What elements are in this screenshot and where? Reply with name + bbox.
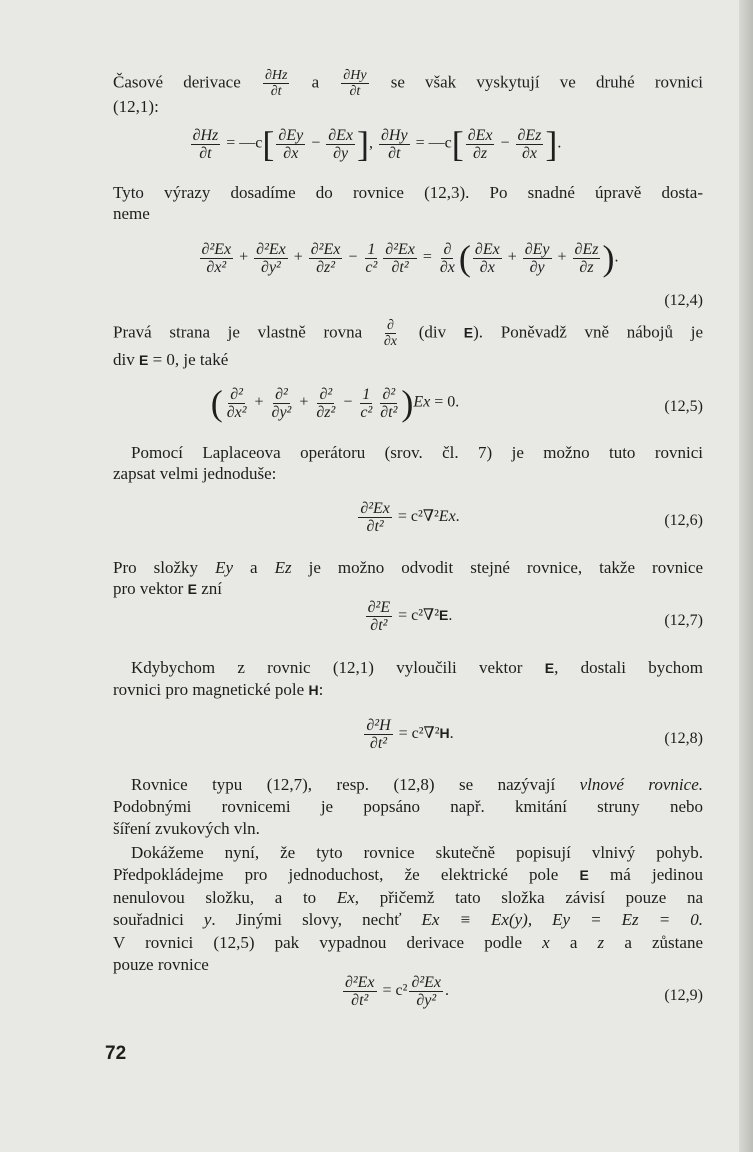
fraction-denominator: c² bbox=[360, 403, 373, 421]
text-run: rovnici pro magnetické pole bbox=[113, 680, 309, 699]
text-run: Dokážeme nyní, že tyto rovnice skutečně popisují vlnivý pohyb. bbox=[131, 843, 703, 862]
fraction-numerator: ∂Ez bbox=[574, 240, 599, 258]
text-run: . bbox=[557, 134, 562, 152]
math-symbol: Ex bbox=[438, 508, 456, 526]
text-run: pouze rovnice bbox=[113, 955, 209, 974]
page-number: 72 bbox=[105, 1043, 127, 1064]
fraction-numerator: 1 bbox=[362, 385, 371, 403]
fraction-numerator: ∂Hz bbox=[192, 126, 219, 144]
fraction-denominator: ∂y² bbox=[416, 992, 437, 1009]
fraction-denominator: ∂t bbox=[349, 84, 361, 99]
fraction bbox=[438, 241, 457, 276]
text-run: + bbox=[289, 248, 307, 266]
fraction bbox=[263, 68, 289, 99]
text-run: , přičemž tato složka závisí pouze na bbox=[354, 888, 703, 907]
fraction-denominator: ∂x bbox=[521, 144, 537, 162]
vector-symbol: E bbox=[138, 352, 149, 368]
fraction bbox=[573, 241, 601, 276]
vector-symbol: H bbox=[308, 682, 319, 698]
equation bbox=[113, 599, 703, 634]
vector-symbol: E bbox=[187, 581, 197, 597]
text-run: − bbox=[344, 248, 362, 266]
vector-symbol: E bbox=[544, 660, 555, 676]
text-line bbox=[113, 579, 703, 599]
fraction bbox=[358, 386, 374, 421]
fraction bbox=[276, 127, 305, 162]
fraction-numerator: ∂ bbox=[443, 240, 452, 258]
math-symbol: z bbox=[597, 933, 605, 952]
fraction-numerator: ∂²Ex bbox=[256, 240, 286, 258]
fraction bbox=[358, 500, 392, 535]
text-line bbox=[131, 658, 703, 678]
equation bbox=[113, 500, 703, 535]
fraction-denominator: ∂t bbox=[388, 144, 401, 162]
bracket: [ bbox=[451, 124, 464, 164]
text-run: ). Poněvadž vně nábojů je bbox=[473, 322, 703, 342]
text-run: a bbox=[233, 558, 275, 577]
text-run: Podobnými rovnicemi je popsáno např. kmitání struny nebo bbox=[113, 797, 703, 816]
text-run: Časové derivace bbox=[113, 72, 261, 92]
fraction-denominator: ∂y² bbox=[271, 403, 292, 421]
text-run: souřadnici bbox=[113, 910, 204, 929]
text-run: − bbox=[496, 134, 514, 152]
equation bbox=[100, 974, 690, 1009]
text-run: + bbox=[235, 248, 253, 266]
text-run: Kdybychom z rovnic (12,1) vyloučili vektor bbox=[131, 658, 545, 677]
fraction bbox=[379, 127, 410, 162]
fraction-denominator: c² bbox=[365, 258, 378, 276]
equation-number: (12,7) bbox=[664, 612, 703, 629]
text-line bbox=[113, 183, 703, 203]
fraction-numerator: ∂² bbox=[382, 385, 396, 403]
text-line bbox=[131, 443, 703, 463]
text-run: a bbox=[549, 933, 598, 952]
text-run: Předpokládejme pro jednoduchost, že elektrické pole bbox=[113, 865, 580, 884]
bracket: ] bbox=[545, 124, 558, 164]
text-run: = —c bbox=[222, 134, 263, 152]
text-run: Pomocí Laplaceova operátoru (srov. čl. 7) je možno tuto rovnici bbox=[131, 443, 703, 462]
fraction-numerator: ∂Ez bbox=[517, 126, 542, 144]
fraction-numerator: ∂Ex bbox=[328, 126, 353, 144]
equation-number: (12,8) bbox=[664, 730, 703, 747]
text-run: zapsat velmi jednoduše: bbox=[113, 464, 277, 483]
fraction-numerator: ∂² bbox=[275, 385, 288, 403]
fraction bbox=[191, 127, 221, 162]
equation bbox=[80, 126, 670, 162]
equation bbox=[40, 385, 630, 421]
fraction bbox=[341, 68, 368, 99]
math-symbol: x bbox=[542, 933, 550, 952]
fraction-numerator: ∂² bbox=[319, 385, 333, 403]
fraction-numerator: ∂Hy bbox=[381, 126, 408, 144]
fraction bbox=[466, 127, 495, 162]
fraction-denominator: ∂z² bbox=[316, 403, 336, 421]
math-symbol: y bbox=[203, 910, 212, 929]
fraction-denominator: ∂t bbox=[199, 144, 212, 162]
fraction-numerator: ∂²H bbox=[366, 717, 391, 734]
text-line bbox=[131, 775, 703, 795]
fraction bbox=[363, 241, 379, 276]
bracket: ) bbox=[401, 383, 414, 423]
fraction-denominator: ∂t² bbox=[369, 735, 388, 752]
equation-number: (12,9) bbox=[664, 987, 703, 1004]
text-line bbox=[113, 350, 703, 370]
fraction bbox=[378, 386, 399, 421]
fraction-denominator: ∂t bbox=[270, 84, 282, 99]
fraction bbox=[516, 127, 544, 162]
text-run: = 0, je také bbox=[148, 350, 229, 369]
math-symbol: Ez bbox=[274, 558, 292, 577]
fraction bbox=[326, 127, 355, 162]
text-run: (12,1): bbox=[113, 97, 159, 116]
text-line bbox=[113, 318, 703, 349]
text-run: + bbox=[295, 393, 313, 411]
text-run: . bbox=[448, 607, 453, 625]
text-run: + bbox=[553, 248, 571, 266]
math-symbol: Ex ≡ Ex(y), Ey = Ez = 0. bbox=[421, 910, 703, 929]
fraction-denominator: ∂z bbox=[473, 144, 488, 162]
fraction bbox=[270, 386, 294, 421]
text-line bbox=[113, 865, 703, 885]
vector-symbol: E bbox=[579, 867, 589, 883]
bracket: ( bbox=[210, 383, 223, 423]
equation bbox=[113, 717, 703, 752]
fraction bbox=[409, 974, 443, 1009]
text-run: , dostali bychom bbox=[554, 658, 703, 677]
bracket: [ bbox=[262, 124, 275, 164]
text-run: Rovnice typu (12,7), resp. (12,8) se nazývají bbox=[131, 775, 580, 794]
text-run: má jedinou bbox=[588, 865, 703, 884]
fraction bbox=[343, 974, 377, 1009]
fraction-denominator: ∂x bbox=[283, 144, 299, 162]
text-run: − bbox=[339, 393, 357, 411]
math-symbol: Ey bbox=[215, 558, 233, 577]
text-run: = —c bbox=[411, 134, 452, 152]
text-run: + bbox=[250, 393, 268, 411]
fraction-denominator: ∂t² bbox=[370, 617, 388, 634]
bracket: ( bbox=[458, 238, 471, 278]
vector-symbol: H bbox=[439, 725, 450, 742]
fraction-denominator: ∂y bbox=[333, 144, 349, 162]
fraction-denominator: ∂y bbox=[529, 258, 545, 276]
text-run: V rovnici (12,5) pak vypadnou derivace podle bbox=[113, 933, 543, 952]
fraction-numerator: ∂²Ex bbox=[411, 974, 442, 991]
fraction bbox=[200, 241, 234, 276]
fraction-numerator: ∂²Ex bbox=[310, 240, 341, 258]
equation bbox=[113, 240, 703, 276]
fraction-denominator: ∂x bbox=[383, 334, 398, 349]
fraction-numerator: ∂Ex bbox=[474, 240, 500, 258]
text-line bbox=[113, 204, 703, 224]
fraction-numerator: ∂² bbox=[230, 385, 243, 403]
fraction bbox=[383, 241, 417, 276]
equation-number: (12,4) bbox=[664, 292, 703, 309]
text-line bbox=[113, 68, 703, 99]
fraction bbox=[382, 318, 399, 349]
text-line bbox=[131, 843, 703, 863]
text-line bbox=[113, 797, 703, 817]
bracket: ] bbox=[357, 124, 369, 164]
fraction-numerator: ∂²Ex bbox=[385, 240, 415, 258]
text-run: a zůstane bbox=[604, 933, 703, 952]
text-run: = c²∇² bbox=[394, 607, 440, 625]
fraction-numerator: ∂²Ex bbox=[344, 974, 375, 991]
text-run: . bbox=[614, 248, 619, 266]
page-edge-shadow bbox=[739, 0, 753, 1152]
fraction-numerator: ∂ bbox=[387, 318, 394, 333]
fraction-denominator: ∂x² bbox=[206, 258, 227, 276]
text-run: pro vektor bbox=[113, 579, 188, 598]
fraction-numerator: ∂Ey bbox=[524, 240, 550, 258]
text-run: zní bbox=[196, 579, 222, 598]
text-run: šíření zvukových vln. bbox=[113, 819, 260, 838]
text-line bbox=[113, 680, 703, 700]
text-run: = bbox=[418, 248, 436, 266]
fraction-numerator: ∂Hy bbox=[343, 68, 367, 83]
text-run: Pravá strana je vlastně rovna bbox=[113, 322, 380, 342]
text-run: = 0. bbox=[430, 393, 460, 411]
fraction-denominator: ∂x bbox=[479, 258, 495, 276]
text-run: . Jinými slovy, nechť bbox=[211, 910, 422, 929]
text-run: + bbox=[503, 248, 521, 266]
fraction-denominator: ∂x² bbox=[226, 403, 247, 421]
math-symbol: Ex bbox=[413, 393, 431, 411]
fraction bbox=[366, 599, 392, 634]
text-run: (div bbox=[401, 322, 464, 342]
math-symbol: Ex bbox=[336, 888, 355, 907]
text-run: Tyto výrazy dosadíme do rovnice (12,3). Po snadné úpravě dosta- bbox=[113, 183, 703, 202]
fraction bbox=[523, 241, 552, 276]
text-run: . bbox=[455, 508, 460, 526]
fraction-numerator: ∂²E bbox=[367, 599, 391, 616]
fraction bbox=[473, 241, 502, 276]
text-run: = c²∇² bbox=[393, 508, 439, 526]
text-run: = c² bbox=[378, 982, 408, 1000]
text-line bbox=[113, 97, 703, 117]
equation-number: (12,6) bbox=[664, 512, 703, 529]
bracket: ) bbox=[602, 238, 615, 278]
text-run: a bbox=[291, 72, 340, 92]
vector-symbol: E bbox=[463, 324, 474, 341]
fraction bbox=[309, 241, 343, 276]
text-run: Pro složky bbox=[113, 558, 216, 577]
math-symbol: vlnové rovnice. bbox=[579, 775, 703, 794]
text-line bbox=[113, 464, 703, 484]
text-run: nenulovou složku, a to bbox=[113, 888, 337, 907]
fraction-numerator: ∂²Ex bbox=[360, 500, 390, 517]
fraction bbox=[364, 717, 392, 752]
text-run: = c²∇² bbox=[394, 725, 440, 743]
text-line bbox=[113, 933, 703, 953]
fraction-numerator: ∂Ex bbox=[467, 126, 493, 144]
fraction bbox=[254, 241, 288, 276]
text-line bbox=[113, 558, 703, 578]
text-run: . bbox=[449, 725, 454, 743]
text-line bbox=[113, 955, 703, 975]
text-run: neme bbox=[113, 204, 150, 223]
text-run: , bbox=[369, 134, 377, 152]
text-run: . bbox=[445, 982, 450, 1000]
fraction-denominator: ∂t² bbox=[380, 403, 398, 421]
equation-number: (12,5) bbox=[664, 398, 703, 415]
fraction-denominator: ∂x bbox=[439, 258, 455, 276]
fraction-denominator: ∂z bbox=[579, 258, 594, 276]
text-run: je možno odvodit stejné rovnice, takže rovnice bbox=[291, 558, 704, 577]
text-line bbox=[113, 819, 703, 839]
text-run: se však vyskytují ve druhé rovnici bbox=[370, 72, 704, 92]
fraction-denominator: ∂t² bbox=[391, 258, 409, 276]
text-run: : bbox=[318, 680, 324, 699]
fraction bbox=[225, 386, 249, 421]
text-line bbox=[113, 910, 703, 930]
fraction-denominator: ∂t² bbox=[366, 518, 384, 535]
vector-symbol: E bbox=[439, 607, 449, 624]
text-run: − bbox=[307, 134, 325, 152]
fraction-denominator: ∂y² bbox=[261, 258, 281, 276]
text-run: div bbox=[113, 350, 139, 369]
fraction-numerator: 1 bbox=[367, 240, 376, 258]
fraction-numerator: ∂Hz bbox=[264, 68, 288, 83]
fraction-numerator: ∂²Ex bbox=[201, 240, 232, 258]
fraction-denominator: ∂t² bbox=[351, 992, 369, 1009]
fraction-numerator: ∂Ey bbox=[278, 126, 304, 144]
fraction bbox=[314, 386, 337, 421]
text-line bbox=[113, 888, 703, 908]
fraction-denominator: ∂z² bbox=[316, 258, 336, 276]
